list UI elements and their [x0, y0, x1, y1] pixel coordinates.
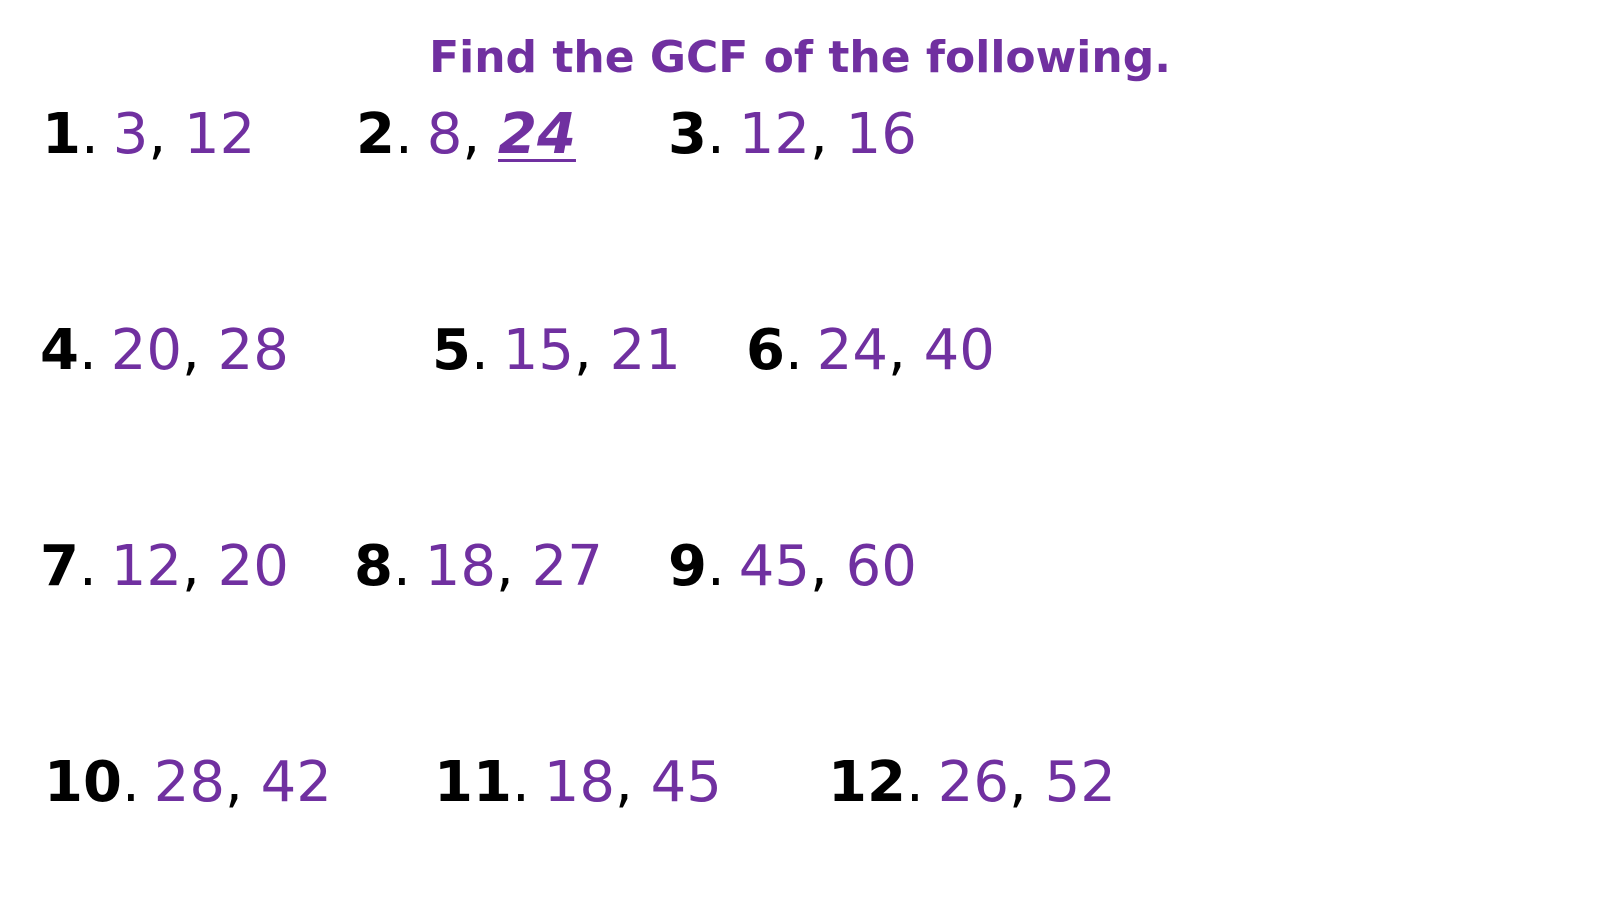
problem-12: 12. 26, 52 — [828, 750, 1116, 815]
problem-number: 10 — [44, 750, 122, 815]
problem-11: 11. 18, 45 — [434, 750, 722, 815]
first-value: 8 — [426, 102, 463, 167]
second-value: 21 — [609, 318, 681, 383]
second-value: 27 — [531, 534, 603, 599]
second-value-underlined: 24 — [498, 102, 576, 167]
first-value: 18 — [543, 750, 616, 815]
problem-number: 9 — [668, 534, 707, 599]
second-value: 12 — [184, 102, 256, 167]
problem-7: 7. 12, 20 — [40, 534, 289, 599]
page-title: Find the GCF of the following. — [429, 32, 1171, 83]
problem-number: 5 — [432, 318, 471, 383]
first-value: 12 — [110, 534, 183, 599]
problem-5: 5. 15, 21 — [432, 318, 681, 383]
problem-3: 3. 12, 16 — [668, 102, 917, 167]
problem-number: 3 — [668, 102, 707, 167]
problem-1: 1. 3, 12 — [42, 102, 256, 167]
first-value: 26 — [937, 750, 1010, 815]
first-value: 12 — [738, 102, 811, 167]
first-value: 15 — [502, 318, 575, 383]
second-value: 20 — [217, 534, 289, 599]
problem-2: 2. 8, 24 — [356, 102, 576, 167]
problem-6: 6. 24, 40 — [746, 318, 995, 383]
problem-number: 7 — [40, 534, 79, 599]
first-value: 18 — [424, 534, 497, 599]
second-value: 52 — [1044, 750, 1116, 815]
problem-number: 11 — [434, 750, 512, 815]
problem-number: 6 — [746, 318, 785, 383]
problem-8: 8. 18, 27 — [354, 534, 603, 599]
second-value: 42 — [260, 750, 332, 815]
second-value: 40 — [923, 318, 995, 383]
problem-4: 4. 20, 28 — [40, 318, 289, 383]
problem-number: 8 — [354, 534, 393, 599]
first-value: 20 — [110, 318, 183, 383]
first-value: 24 — [816, 318, 889, 383]
second-value: 60 — [845, 534, 917, 599]
second-value: 45 — [650, 750, 722, 815]
problem-number: 4 — [40, 318, 79, 383]
first-value: 45 — [738, 534, 811, 599]
problem-9: 9. 45, 60 — [668, 534, 917, 599]
second-value: 28 — [217, 318, 289, 383]
first-value: 28 — [153, 750, 226, 815]
problem-number: 2 — [356, 102, 395, 167]
first-value: 3 — [112, 102, 149, 167]
second-value: 16 — [845, 102, 917, 167]
problem-number: 12 — [828, 750, 906, 815]
problem-10: 10. 28, 42 — [44, 750, 332, 815]
problem-number: 1 — [42, 102, 81, 167]
